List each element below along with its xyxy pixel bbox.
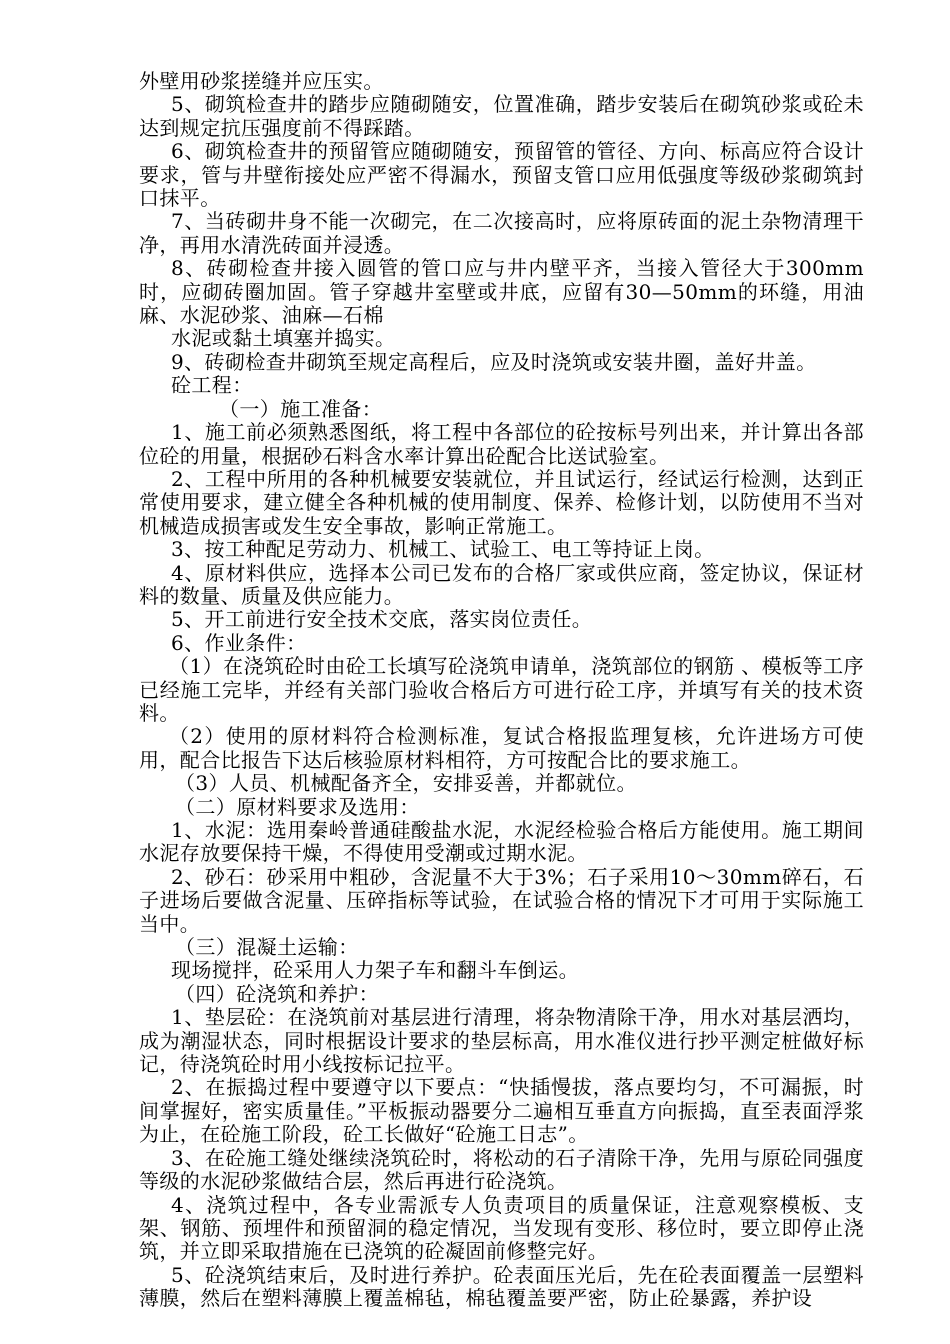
paragraph: 6、作业条件： bbox=[171, 630, 307, 655]
paragraph: 1、垫层砼：在浇筑前对基层进行清理，将杂物清除干净，用水对基层洒均，成为潮湿状态，同时根据设计要求的垫层标高，用水准仪进行抄平测定桩做好标记，待浇筑砼时用小线按标记拉平。 bbox=[139, 1005, 864, 1077]
paragraph: （2）使用的原材料符合检测标准，复试合格报监理复核，允许进场方可使用，配合比报告下达后核验原材料相符，方可按配合比的要求施工。 bbox=[139, 724, 864, 772]
paragraph: 7、当砖砌井身不能一次砌完，在二次接高时，应将原砖面的泥土杂物清理干净，再用水清洗砖面并浸透。 bbox=[139, 209, 864, 257]
paragraph: 9、砖砌检查井砌筑至规定高程后，应及时浇筑或安装井圈，盖好井盖。 bbox=[171, 349, 817, 374]
paragraph: 5、砼浇筑结束后，及时进行养护。砼表面压光后，先在砼表面覆盖一层塑料薄膜，然后在塑料薄膜上覆盖棉毡，棉毡覆盖要严密，防止砼暴露，养护设 bbox=[139, 1262, 864, 1311]
paragraph: （3）人员、机械配备齐全，安排妥善，并都就位。 bbox=[175, 771, 637, 796]
paragraph: 现场搅拌，砼采用人力架子车和翻斗车倒运。 bbox=[171, 958, 579, 983]
paragraph: 2、在振捣过程中要遵守以下要点：“快插慢拔，落点要均匀，不可漏振，时间掌握好，密实质量佳。”平板振动器要分二遍相互垂直方向振捣，直至表面浮浆为止，在砼施工阶段，砼工长做好“砼施工日志”。 bbox=[139, 1075, 864, 1147]
paragraph: 3、在砼施工缝处继续浇筑砼时，将松动的石子清除干净，先用与原砼同强度等级的水泥砂浆做结合层，然后再进行砼浇筑。 bbox=[139, 1145, 864, 1194]
paragraph: 1、施工前必须熟悉图纸，将工程中各部位的砼按标号列出来，并计算出各部位砼的用量，根据砂石料含水率计算出砼配合比送试验室。 bbox=[139, 420, 864, 468]
paragraph: 2、砂石：砂采用中粗砂，含泥量不大于3%；石子采用10～30mm碎石，石子进场后要做含泥量、压碎指标等试验，在试验合格的情况下才可用于实际施工当中。 bbox=[139, 864, 864, 936]
document-page bbox=[139, 70, 864, 1311]
subsection-heading: （二）原材料要求及选用： bbox=[175, 794, 420, 819]
paragraph: 5、开工前进行安全技术交底，落实岗位责任。 bbox=[171, 607, 593, 632]
paragraph: 外壁用砂浆搓缝并应压实。 bbox=[139, 69, 384, 93]
section-heading: 砼工程： bbox=[171, 373, 253, 398]
subsection-heading: （一）施工准备： bbox=[219, 396, 383, 421]
paragraph: 6、砌筑检查井的预留管应随砌随安，预留管的管径、方向、标高应符合设计要求，管与井壁衔接处应严密不得漏水，预留支管口应用低强度等级砂浆砌筑封口抹平。 bbox=[139, 139, 864, 211]
paragraph: 4、原材料供应，选择本公司已发布的合格厂家或供应商，签定协议，保证材料的数量、质量及供应能力。 bbox=[139, 560, 864, 608]
paragraph: 2、工程中所用的各种机械要安装就位，并且试运行，经试运行检测，达到正常使用要求，建立健全各种机械的使用制度、保养、检修计划，以防使用不当对机械造成损害或发生安全事故，影响正常施工。 bbox=[139, 466, 864, 538]
paragraph: 8、砖砌检查井接入圆管的管口应与井内壁平齐，当接入管径大于300mm时，应砌砖圈加固。管子穿越井室壁或井底，应留有30—50mm的环缝，用油麻、水泥砂浆、油麻—石棉 bbox=[139, 256, 864, 328]
paragraph: 4、浇筑过程中，各专业需派专人负责项目的质量保证，注意观察模板、支架、钢筋、预埋件和预留洞的稳定情况，当发现有变形、移位时，要立即停止浇筑，并立即采取措施在已浇筑的砼凝固前修整完好。 bbox=[139, 1192, 864, 1264]
subsection-heading: （三）混凝土运输： bbox=[175, 935, 359, 960]
paragraph: 3、按工种配足劳动力、机械工、试验工、电工等持证上岗。 bbox=[171, 537, 715, 562]
paragraph: 5、砌筑检查井的踏步应随砌随安，位置准确，踏步安装后在砌筑砂浆或砼未达到规定抗压强度前不得踩踏。 bbox=[139, 92, 864, 140]
paragraph: （1）在浇筑砼时由砼工长填写砼浇筑申请单，浇筑部位的钢筋 、模板等工序已经施工完毕，并经有关部门验收合格后方可进行砼工序，并填写有关的技术资料。 bbox=[139, 654, 864, 725]
paragraph: 1、水泥：选用秦岭普通硅酸盐水泥，水泥经检验合格后方能使用。施工期间水泥存放要保持干燥，不得使用受潮或过期水泥。 bbox=[139, 818, 864, 866]
subsection-heading: （四）砼浇筑和养护： bbox=[175, 981, 379, 1006]
paragraph: 水泥或黏土填塞并捣实。 bbox=[171, 326, 396, 351]
